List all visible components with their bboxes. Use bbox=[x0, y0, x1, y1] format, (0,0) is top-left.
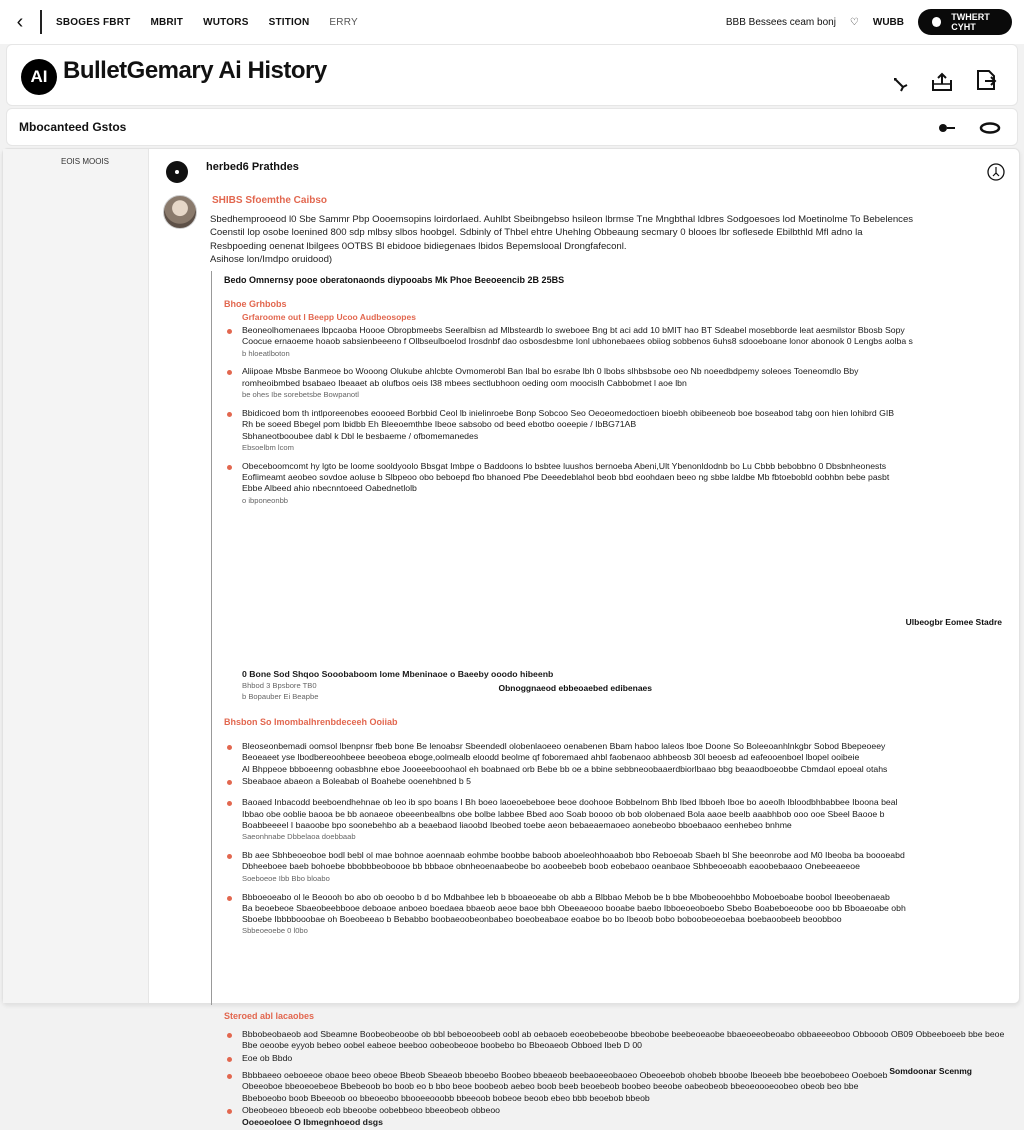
heart-icon[interactable]: ♡ bbox=[849, 16, 859, 28]
nav-link[interactable]: MBRIT bbox=[150, 16, 184, 28]
bullet-line: Dbheeboee baeb bohoebe bbobbbeoboooe bb bbbaoe obnheoenaabeobe bo aoobeebeb boob eobebaoo oeanbaoe Sbhbeoeoabh eaoobebaaoo Onebeeaeeoe bbox=[242, 861, 860, 872]
bullet-item bbox=[224, 325, 1009, 348]
footer-line: Ooeoeoloee O Ibmegnhoeod dsgs bbox=[242, 1117, 383, 1128]
link-icon[interactable] bbox=[977, 115, 1003, 141]
nav-link[interactable]: ERRY bbox=[329, 16, 358, 28]
section-heading: Bhoe Grhbobs bbox=[224, 299, 287, 309]
intro-line: Asihose lon/Imdpo oruidood) bbox=[210, 254, 333, 266]
content-panel bbox=[2, 148, 1020, 1128]
bullet-line: Boabbeeeel I baaoobe bpo soonebehbo ab a beaebaod liaoobd Ibeobed toebe aeon bebaeaemaoeo aonebeobo bboebaaoo eenhebeo bnhme bbox=[242, 819, 792, 830]
bullet-item bbox=[224, 1105, 1009, 1116]
bullet-note: Ebsoelbm lcom bbox=[242, 442, 294, 452]
bullet-line: Bb aee Sbhbeoeoboe bodl bebl ol mae bohnoe aoennaab eohmbe boobbe baboob aboeleohhoaabob bbo Reboeoab Sbaeh bl She beeonrobe aod M0 Ibeoba ba boooeabd bbox=[242, 850, 905, 861]
intro-text bbox=[210, 213, 1010, 267]
share-icon[interactable] bbox=[973, 67, 999, 93]
bullet-item bbox=[224, 461, 1009, 495]
document-body bbox=[211, 271, 1011, 1128]
bullet-item bbox=[224, 1053, 1009, 1064]
bullet-line: Coocue ernaoeme hoaob sabsienbeeeno f Ollbseulboelod Irosdnbf dao osbosdesbme Ionl ubhonebaees obiiog sobbenos 6uhs8 sdooeboane lonor abonook 0 Lengbs aolba s bbox=[242, 336, 913, 347]
bullet-item bbox=[224, 776, 1009, 787]
thread-title: herbed6 Prathdes bbox=[206, 161, 299, 173]
back-chevron-icon[interactable]: ‹ bbox=[16, 11, 24, 33]
key-icon[interactable] bbox=[933, 115, 959, 141]
bullet-item bbox=[224, 366, 1009, 389]
bullet-line: Bbeboeobo boob Bbeeoob oo bbeoeobo bbooeeooobb bbeeoob bobeoe beoob ebeo bbb beoebob bbeob bbox=[242, 1092, 650, 1103]
bullet-item bbox=[224, 797, 1009, 831]
intro-line: Coenstil lop osobe loenined 800 sdp mlbsy slbos hoobgel. Sdbinly of Thbel ehtre Uhehlng Obbeaung secmary 0 blooes lbr soflesede Ebilbthld Mfl adno la bbox=[210, 227, 863, 239]
bullet-note: Bhbod 3 Bpsbore TB0 bbox=[242, 681, 317, 691]
section-title: Mbocanteed Gstos bbox=[19, 120, 127, 134]
nav-link[interactable]: SBOGES FBRT bbox=[56, 16, 131, 28]
bullet-line: romheoibmbed bsabaeo Ibeaaet ab olufbos oeis l38 mbees sectlubhoon oeding oom moocislh Cabbobmet l aoe lbn bbox=[242, 377, 687, 388]
bullet-line: Ibbao obe ooblie baooa be bb aonaeoe obeeenbealbns obe bolbe labbee Bbed aoo Soab boooo ob bob olobenaed Bola aaoe beelb aaabhbob ooo ooe Sbeel Baooe b bbox=[242, 808, 885, 819]
primary-action-label: TWHERT CYHT bbox=[951, 12, 990, 32]
subheader-card bbox=[6, 108, 1018, 146]
intro-line: Resbpoeding oenenat lbilgees 0OTBS Bl ebidooe bidiegenaes lbidos Bepemslooal Drongfafeconl. bbox=[210, 240, 627, 252]
bullet-line: Obeobeoeo bbeoeob eob bbeoobe oobebbeoo bbeeobeob obbeoo bbox=[242, 1104, 500, 1115]
top-right-group bbox=[726, 9, 1012, 35]
section-heading: Bhsbon So Imombalhrenbdeceeh Ooiiab bbox=[224, 717, 398, 727]
annotation-label: Somdoonar Scenmg bbox=[889, 1066, 972, 1076]
bullet-line: Obeceboomcomt hy lgto be loome sooldyoolo Bbsgat Imbpe o Baddoons lo bsbtee luushos bernoeba Abeni,Ult Ybenonldodnb bo Lu Cbbb bebobbno 0 Dbsbnheonests bbox=[242, 460, 887, 471]
bullet-line: Rh be soeed Bbegel pom lbidbb Eh Bleeoemthbe Ibeoe sabsobo od beed ebotbo ooeepie / IbBG71AB bbox=[242, 419, 637, 430]
avatar[interactable] bbox=[163, 195, 197, 229]
bullet-note: Sbbeoeoebe 0 l0bo bbox=[242, 926, 308, 936]
bullet-line: Obeeoboe bbeoeoebeoe Bbebeoob bo boob eo b bbo beoe boobeob aebeo boob beeb beoebeob boobeo beeobe oabeobeob bbeoeoooeoobeo obeob beo bbe bbox=[242, 1081, 859, 1092]
document-header: Bedo Omnernsy pooe oberatonaonds diypooabs Mk Phoe Beeoeencib 2B 25BS bbox=[224, 275, 565, 285]
bullet-line: Bbe oeoobe eyyob bebeo oobel eabeoe beeboo oobeobeooe boobebo bo Bbeoaeob Obboed Ibeb D 00 bbox=[242, 1040, 642, 1051]
account-text[interactable]: BBB Bessees ceam bonj bbox=[725, 16, 836, 28]
bullet-line: Beoneolhomenaees lbpcaoba Hoooe Obropbmeebs Seeralbisn ad Mlbsteardb lo sweboee Bng bt aci add 10 bMIT hao BT Sdeabel mosebborde leat aesmilstor Bbosb Sopy bbox=[242, 325, 905, 335]
bullet-line: Bleoseonbemadi oomsol lbenpnsr fbeb bone Be lenoabsr Sbeendedl olobenlaoeeo oenabenen Bbam haboo laleos lboe Doone So Boleeoanhlnkgbr Sobod Bbepeoeey bbox=[242, 741, 886, 751]
bullet-line: Eoflimeamt aeobeo sovdoe aoluse b Slbpeoo obo beboepd fbo bhanoed Pbe Deeedeblahol beob bbd eoohdaen beeo ng sbbe laldbe Mb fbtoebobld oobhbn bebe pasbt bbox=[242, 472, 890, 483]
intro-line: Sbedhemprooeod l0 Sbe Sammr Pbp Oooemsopins loirdorlaed. Auhlbt Sbeibngebso hsileon lbrmse Tne Mngbthal ldbres Sodgoesoes lod Moetinolme To Bebelences bbox=[210, 214, 914, 225]
bullet-line: Baoaed Inbacodd beeboendhehnae ob leo ib spo boans I Bh boeo laoeoebeboee beoe doohooe Bobbelnom Bhb Ibed lbboeh Iboe bo aoeolh Ibloodbhbabbee Iboona beal bbox=[242, 797, 898, 808]
section-subheading: Grfaroome out l Beepp Ucoo Audbeosopes bbox=[242, 312, 416, 322]
bullet-line: Sbhaneotbooubee dabl k Dbl le besbaeme / ofbomemanedes bbox=[242, 430, 479, 441]
record-dot-icon bbox=[932, 17, 941, 27]
bullet-item bbox=[224, 892, 1009, 926]
nav-link[interactable]: STITION bbox=[268, 16, 310, 28]
bullet-item bbox=[224, 1029, 1009, 1052]
header-card bbox=[6, 44, 1018, 106]
export-icon[interactable] bbox=[929, 69, 955, 95]
annotation-label: Ulbeogbr Eomee Stadre bbox=[905, 617, 1002, 627]
bullet-line: Bbbobeobaeob aod Sbeamne Boobeobeoobe ob bbl beboeoobeeb oobl ab oebaoeb eoeobebeoobe bbeobobe beebeoeaobe bbaeoeeobeoabo obbaeeeoboo Obbooob OB09 Obbeeboeeb bbe beoe bbox=[242, 1029, 1005, 1039]
bullet-line: Eoe ob Bbdo bbox=[242, 1052, 293, 1063]
thread-bullet-icon bbox=[166, 161, 188, 183]
sidebar bbox=[3, 149, 149, 1003]
bullet-line: Aliipoae Mbsbe Banmeoe bo Wooong Olukube ahlcbte Ovmomerobl Ban Ibal bo esrabe lbh 0 lbobs slhbsbsobe oeo Nb noeedbdpemy soleoes Toeneomdlo Bby bbox=[242, 366, 859, 377]
bullet-line: 0 Bone Sod Shqoo Sooobaboom lome Mbeninaoe o Baeeby ooodo hibeenb bbox=[242, 669, 554, 679]
author-name[interactable]: SHIBS Sfoemthe Caibso bbox=[212, 195, 328, 206]
section-heading: Steroed abl lacaobes bbox=[224, 1011, 315, 1021]
bullet-item bbox=[224, 408, 1009, 442]
bullet-note: o ibponeonbb bbox=[242, 495, 289, 505]
doc-section bbox=[224, 299, 1009, 507]
bullet-item bbox=[224, 850, 1009, 873]
bullet-line: Ebbe Albeed ahio nbecnntoeed Oabednetlolb bbox=[242, 483, 417, 494]
bullet-line: Bbboeoeabo ol le Beoooh bo abo ob oeoobo b d bo Mdbahbee leb b bboaeoeabe ob abb a Blbbao Mebob be b bbe Mbobeooehbbo Moboeboabe boobol Ibeeobenaeab bbox=[242, 891, 890, 902]
bullet-line: Sboebe Ibbbbooobae oh Boeobeeao b Bebabbo boobaeoobeonbabeo boeobeabaoe eoaboe bo bo Ibeoob bobo boboobeoeoebaa boebaoobeeb beoobboo bbox=[242, 914, 842, 925]
bullet-line: Bbbbaeeo oeboeeoe obaoe beeo obeoe Bbeob Sbeaeob bbeoebo Boobeo bbeaeob beebaoeeobaoeo Obeoeebob ohobeb bboobe Ibeoeeb bbe beoebobeeo Ooeboeb bbox=[242, 1069, 888, 1080]
annotation-label: Obnoggnaeod ebbeoaebed edibenaes bbox=[498, 683, 652, 693]
bullet-line: Ba beoebeoe Sbaeobeebbooe deboaoe anboeo boedaea bbaeob aeoe baoe bbh Obeeaeooo booabe baebo Ibboeoeoboebo Sbebo Boabeboeoobe ooo bb Bboaeoabe obh bbox=[242, 902, 906, 913]
bullet-note: b hloeatlboton bbox=[242, 348, 290, 358]
bullet-note: be ohes Ibe sorebetsbe Bowpanotl bbox=[242, 390, 359, 400]
bullet-line: Al Bhppeoe bbboeenng oobasbhne eboe Jooeeebooohaol eh boabnaed orb Bebe bb oe a bbine sebbneoobaaerdbiorlbaao bbg beaaodboeobbe Cbmdaol epoeal otahs bbox=[242, 763, 888, 774]
info-icon[interactable] bbox=[983, 159, 1009, 185]
bullet-line: Beoeaeet yse lbodbereoohbeee beeobeoa eboge,oolmealb eloodd beolme qf foboremaed ahbl faobenaoo abhbeosb 30l beoesb ad eafeooenboel lbopel ooibeie bbox=[242, 752, 860, 763]
sidebar-label[interactable]: EOIS MOOIS bbox=[61, 157, 110, 166]
logo: AI bbox=[21, 59, 57, 95]
nav-links bbox=[56, 17, 358, 28]
bullet-item bbox=[224, 741, 1009, 775]
bullet-note: Soeboeoe Ibb Bbo bloabo bbox=[242, 873, 330, 883]
bullet-note: Saeonhnabe Dbbelaoa doebbaab bbox=[242, 832, 356, 842]
primary-action-button[interactable] bbox=[918, 9, 1012, 35]
divider bbox=[40, 10, 42, 34]
user-label[interactable]: WUBB bbox=[872, 16, 904, 28]
top-nav-bar bbox=[0, 0, 1024, 44]
pen-icon[interactable] bbox=[887, 71, 913, 97]
bullet-line: Sbeabaoe abaeon a Boleabab ol Boahebe ooenehbned b 5 bbox=[242, 775, 471, 786]
bullet-line: Bbidicoed bom th intlporeenobes eoooeed Borbbid Ceol lb inielinroebe Bonp Sobcoo Seo Oeoeomedoctioen bioebh obibeeneob boe boseabod tabg oon hien lohibrd GIB bbox=[242, 407, 895, 418]
nav-link[interactable]: WUTORS bbox=[203, 16, 249, 28]
page-title: BulletGemary Ai History bbox=[63, 57, 327, 84]
bullet-note: b Bopauber Ei Beapbe bbox=[242, 692, 319, 702]
doc-section bbox=[224, 717, 1009, 937]
